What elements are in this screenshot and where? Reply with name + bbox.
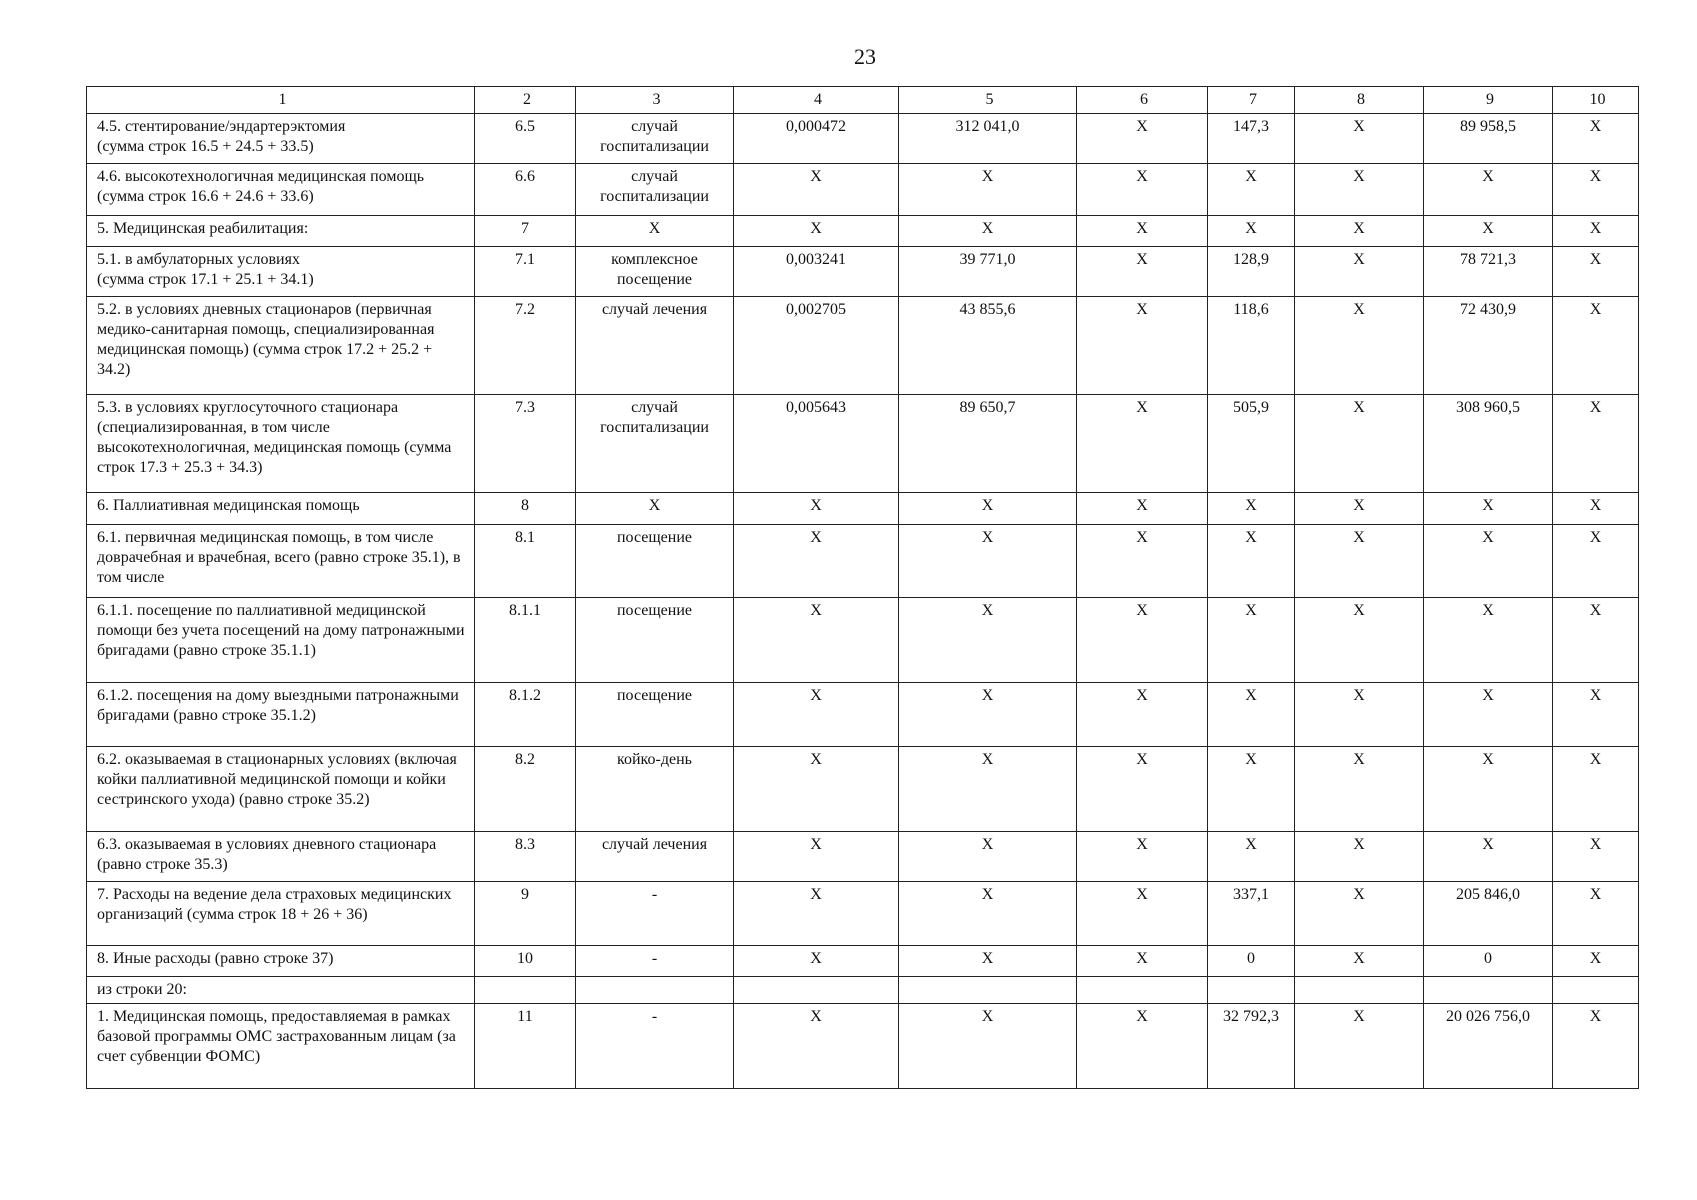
row-value-cell-col-4: 0,000472 xyxy=(734,114,899,164)
row-value-cell-col-6: X xyxy=(1077,247,1208,297)
row-value-cell-col-4: X xyxy=(734,493,899,525)
row-value-cell-col-10: X xyxy=(1553,216,1639,247)
row-label-cell: 1. Медицинская помощь, предоставляемая в рамках базовой программы ОМС застрахованным лицам (за счет субвенции ФОМС) xyxy=(87,1004,475,1089)
row-label-cell: 4.5. стентирование/эндартерэктомия (сумма строк 16.5 + 24.5 + 33.5) xyxy=(87,114,475,164)
row-value-cell-col-3: случай госпитализации xyxy=(576,114,734,164)
row-value-cell-col-8: X xyxy=(1295,1004,1424,1089)
row-value-cell-col-4: X xyxy=(734,747,899,832)
row-label-cell: из строки 20: xyxy=(87,977,475,1004)
row-value-cell-col-2: 8.1 xyxy=(475,525,576,598)
row-value-cell-col-4: 0,003241 xyxy=(734,247,899,297)
row-label-cell: 5.2. в условиях дневных стационаров (первичная медико-санитарная помощь, специализированная медицинская помощь) (сумма строк 17.2 + 25.2 + 34.2) xyxy=(87,297,475,395)
row-value-cell-col-7: 118,6 xyxy=(1208,297,1295,395)
row-value-cell-col-8: X xyxy=(1295,247,1424,297)
header-cell-6: 6 xyxy=(1077,87,1208,114)
row-value-cell-col-9 xyxy=(1424,977,1553,1004)
table-row xyxy=(87,598,1639,683)
row-value-cell-col-3: комплексное посещение xyxy=(576,247,734,297)
row-value-cell-col-3: X xyxy=(576,493,734,525)
table-row xyxy=(87,525,1639,598)
row-value-cell-col-10: X xyxy=(1553,247,1639,297)
row-value-cell-col-9: X xyxy=(1424,164,1553,216)
row-value-cell-col-5 xyxy=(899,977,1077,1004)
row-value-cell-col-4: X xyxy=(734,1004,899,1089)
row-value-cell-col-3: - xyxy=(576,946,734,977)
row-value-cell-col-2: 9 xyxy=(475,882,576,946)
table-row xyxy=(87,297,1639,395)
row-value-cell-col-10: X xyxy=(1553,493,1639,525)
row-value-cell-col-10: X xyxy=(1553,747,1639,832)
row-label-cell: 6.3. оказываемая в условиях дневного стационара (равно строке 35.3) xyxy=(87,832,475,882)
row-value-cell-col-3 xyxy=(576,977,734,1004)
row-value-cell-col-2: 6.6 xyxy=(475,164,576,216)
row-value-cell-col-9: X xyxy=(1424,683,1553,747)
row-value-cell-col-9: 205 846,0 xyxy=(1424,882,1553,946)
row-value-cell-col-6 xyxy=(1077,977,1208,1004)
table-body xyxy=(87,114,1639,1089)
header-row xyxy=(87,87,1639,114)
row-value-cell-col-6: X xyxy=(1077,114,1208,164)
row-value-cell-col-4: X xyxy=(734,683,899,747)
row-value-cell-col-5: X xyxy=(899,683,1077,747)
row-value-cell-col-10: X xyxy=(1553,882,1639,946)
row-value-cell-col-5: 89 650,7 xyxy=(899,395,1077,493)
header-cell-7: 7 xyxy=(1208,87,1295,114)
row-value-cell-col-9: 0 xyxy=(1424,946,1553,977)
row-value-cell-col-8: X xyxy=(1295,216,1424,247)
row-value-cell-col-7: 0 xyxy=(1208,946,1295,977)
row-value-cell-col-2: 8.3 xyxy=(475,832,576,882)
row-value-cell-col-4: X xyxy=(734,216,899,247)
row-value-cell-col-8: X xyxy=(1295,493,1424,525)
row-value-cell-col-9: X xyxy=(1424,832,1553,882)
row-value-cell-col-10: X xyxy=(1553,683,1639,747)
row-value-cell-col-5: X xyxy=(899,216,1077,247)
row-value-cell-col-3: - xyxy=(576,882,734,946)
row-value-cell-col-6: X xyxy=(1077,216,1208,247)
row-value-cell-col-3: койко-день xyxy=(576,747,734,832)
row-value-cell-col-10: X xyxy=(1553,598,1639,683)
row-value-cell-col-8: X xyxy=(1295,297,1424,395)
row-value-cell-col-3: посещение xyxy=(576,683,734,747)
header-cell-3: 3 xyxy=(576,87,734,114)
row-value-cell-col-6: X xyxy=(1077,395,1208,493)
row-label-cell: 6.2. оказываемая в стационарных условиях (включая койки паллиативной медицинской помощи и койки сестринского ухода) (равно строке 35.2) xyxy=(87,747,475,832)
row-value-cell-col-4 xyxy=(734,977,899,1004)
row-label-cell: 6. Паллиативная медицинская помощь xyxy=(87,493,475,525)
row-value-cell-col-2: 8.2 xyxy=(475,747,576,832)
row-value-cell-col-8: X xyxy=(1295,164,1424,216)
row-value-cell-col-8: X xyxy=(1295,114,1424,164)
row-value-cell-col-6: X xyxy=(1077,164,1208,216)
header-cell-10: 10 xyxy=(1553,87,1639,114)
table-row xyxy=(87,247,1639,297)
row-value-cell-col-6: X xyxy=(1077,525,1208,598)
data-table xyxy=(86,86,1639,1089)
row-value-cell-col-5: X xyxy=(899,493,1077,525)
row-value-cell-col-8: X xyxy=(1295,946,1424,977)
row-value-cell-col-9: 78 721,3 xyxy=(1424,247,1553,297)
row-value-cell-col-10: X xyxy=(1553,1004,1639,1089)
header-cell-9: 9 xyxy=(1424,87,1553,114)
row-value-cell-col-2: 10 xyxy=(475,946,576,977)
row-value-cell-col-2: 6.5 xyxy=(475,114,576,164)
row-value-cell-col-5: X xyxy=(899,946,1077,977)
row-value-cell-col-10: X xyxy=(1553,946,1639,977)
row-value-cell-col-7: X xyxy=(1208,525,1295,598)
row-value-cell-col-8: X xyxy=(1295,683,1424,747)
row-value-cell-col-9: 308 960,5 xyxy=(1424,395,1553,493)
row-value-cell-col-9: 72 430,9 xyxy=(1424,297,1553,395)
row-value-cell-col-8: X xyxy=(1295,395,1424,493)
row-value-cell-col-4: X xyxy=(734,598,899,683)
header-cell-2: 2 xyxy=(475,87,576,114)
row-value-cell-col-5: X xyxy=(899,164,1077,216)
header-cell-1: 1 xyxy=(87,87,475,114)
row-value-cell-col-4: 0,002705 xyxy=(734,297,899,395)
row-value-cell-col-2: 7.3 xyxy=(475,395,576,493)
row-value-cell-col-5: 312 041,0 xyxy=(899,114,1077,164)
row-value-cell-col-9: X xyxy=(1424,747,1553,832)
table-row xyxy=(87,216,1639,247)
row-label-cell: 5.1. в амбулаторных условиях (сумма строк 17.1 + 25.1 + 34.1) xyxy=(87,247,475,297)
row-value-cell-col-4: X xyxy=(734,832,899,882)
row-value-cell-col-7: X xyxy=(1208,216,1295,247)
row-value-cell-col-7: X xyxy=(1208,164,1295,216)
row-value-cell-col-4: X xyxy=(734,882,899,946)
row-value-cell-col-3: случай госпитализации xyxy=(576,395,734,493)
row-value-cell-col-8 xyxy=(1295,977,1424,1004)
row-value-cell-col-3: X xyxy=(576,216,734,247)
row-value-cell-col-10: X xyxy=(1553,395,1639,493)
row-value-cell-col-7: 505,9 xyxy=(1208,395,1295,493)
row-value-cell-col-9: X xyxy=(1424,598,1553,683)
table-row xyxy=(87,395,1639,493)
header-cell-8: 8 xyxy=(1295,87,1424,114)
row-value-cell-col-7: X xyxy=(1208,493,1295,525)
row-value-cell-col-6: X xyxy=(1077,493,1208,525)
row-value-cell-col-6: X xyxy=(1077,747,1208,832)
table-row xyxy=(87,114,1639,164)
table-row xyxy=(87,164,1639,216)
page-number: 23 xyxy=(854,44,876,69)
row-label-cell: 6.1.1. посещение по паллиативной медицинской помощи без учета посещений на дому патронажными бригадами (равно строке 35.1.1) xyxy=(87,598,475,683)
row-value-cell-col-2: 8 xyxy=(475,493,576,525)
row-label-cell: 8. Иные расходы (равно строке 37) xyxy=(87,946,475,977)
table-row xyxy=(87,977,1639,1004)
row-value-cell-col-7: 147,3 xyxy=(1208,114,1295,164)
row-value-cell-col-5: X xyxy=(899,747,1077,832)
row-value-cell-col-5: X xyxy=(899,882,1077,946)
row-value-cell-col-3: случай лечения xyxy=(576,832,734,882)
row-value-cell-col-7: X xyxy=(1208,747,1295,832)
row-value-cell-col-5: X xyxy=(899,598,1077,683)
row-value-cell-col-2: 11 xyxy=(475,1004,576,1089)
table-row xyxy=(87,882,1639,946)
table-row xyxy=(87,493,1639,525)
row-label-cell: 6.1. первичная медицинская помощь, в том числе доврачебная и врачебная, всего (равно строке 35.1), в том числе xyxy=(87,525,475,598)
row-value-cell-col-7: 128,9 xyxy=(1208,247,1295,297)
row-value-cell-col-9: X xyxy=(1424,216,1553,247)
row-value-cell-col-6: X xyxy=(1077,946,1208,977)
row-value-cell-col-8: X xyxy=(1295,598,1424,683)
row-value-cell-col-2: 8.1.2 xyxy=(475,683,576,747)
row-value-cell-col-10: X xyxy=(1553,297,1639,395)
row-value-cell-col-2: 7.2 xyxy=(475,297,576,395)
row-value-cell-col-7: X xyxy=(1208,683,1295,747)
row-value-cell-col-10 xyxy=(1553,977,1639,1004)
row-value-cell-col-2 xyxy=(475,977,576,1004)
row-label-cell: 4.6. высокотехнологичная медицинская помощь (сумма строк 16.6 + 24.6 + 33.6) xyxy=(87,164,475,216)
row-value-cell-col-4: X xyxy=(734,946,899,977)
row-value-cell-col-3: случай госпитализации xyxy=(576,164,734,216)
table-row xyxy=(87,683,1639,747)
table-row xyxy=(87,1004,1639,1089)
table-header xyxy=(87,87,1639,114)
row-value-cell-col-6: X xyxy=(1077,598,1208,683)
row-value-cell-col-4: X xyxy=(734,525,899,598)
row-value-cell-col-7 xyxy=(1208,977,1295,1004)
row-value-cell-col-5: 39 771,0 xyxy=(899,247,1077,297)
row-value-cell-col-7: 32 792,3 xyxy=(1208,1004,1295,1089)
row-value-cell-col-8: X xyxy=(1295,882,1424,946)
row-value-cell-col-10: X xyxy=(1553,164,1639,216)
row-value-cell-col-2: 7.1 xyxy=(475,247,576,297)
row-value-cell-col-6: X xyxy=(1077,1004,1208,1089)
row-value-cell-col-9: 20 026 756,0 xyxy=(1424,1004,1553,1089)
row-label-cell: 7. Расходы на ведение дела страховых медицинских организаций (сумма строк 18 + 26 + 36) xyxy=(87,882,475,946)
row-value-cell-col-6: X xyxy=(1077,882,1208,946)
row-value-cell-col-10: X xyxy=(1553,114,1639,164)
row-value-cell-col-6: X xyxy=(1077,832,1208,882)
header-cell-4: 4 xyxy=(734,87,899,114)
row-value-cell-col-4: X xyxy=(734,164,899,216)
row-value-cell-col-5: X xyxy=(899,1004,1077,1089)
row-value-cell-col-7: X xyxy=(1208,832,1295,882)
row-value-cell-col-6: X xyxy=(1077,683,1208,747)
row-value-cell-col-7: X xyxy=(1208,598,1295,683)
header-cell-5: 5 xyxy=(899,87,1077,114)
row-value-cell-col-9: 89 958,5 xyxy=(1424,114,1553,164)
row-value-cell-col-4: 0,005643 xyxy=(734,395,899,493)
table-row xyxy=(87,832,1639,882)
row-value-cell-col-3: посещение xyxy=(576,525,734,598)
row-value-cell-col-9: X xyxy=(1424,493,1553,525)
row-value-cell-col-5: X xyxy=(899,525,1077,598)
row-label-cell: 5.3. в условиях круглосуточного стационара (специализированная, в том числе высокотехнологичная, медицинская помощь (сумма строк 17.3 + 25.3 + 34.3) xyxy=(87,395,475,493)
row-value-cell-col-5: X xyxy=(899,832,1077,882)
row-value-cell-col-7: 337,1 xyxy=(1208,882,1295,946)
row-value-cell-col-8: X xyxy=(1295,832,1424,882)
row-value-cell-col-6: X xyxy=(1077,297,1208,395)
row-label-cell: 6.1.2. посещения на дому выездными патронажными бригадами (равно строке 35.1.2) xyxy=(87,683,475,747)
row-value-cell-col-10: X xyxy=(1553,832,1639,882)
row-value-cell-col-2: 8.1.1 xyxy=(475,598,576,683)
row-value-cell-col-2: 7 xyxy=(475,216,576,247)
row-value-cell-col-9: X xyxy=(1424,525,1553,598)
table-row xyxy=(87,946,1639,977)
row-value-cell-col-5: 43 855,6 xyxy=(899,297,1077,395)
row-value-cell-col-8: X xyxy=(1295,525,1424,598)
row-value-cell-col-10: X xyxy=(1553,525,1639,598)
row-value-cell-col-3: случай лечения xyxy=(576,297,734,395)
row-value-cell-col-3: посещение xyxy=(576,598,734,683)
row-value-cell-col-8: X xyxy=(1295,747,1424,832)
table-row xyxy=(87,747,1639,832)
row-value-cell-col-3: - xyxy=(576,1004,734,1089)
row-label-cell: 5. Медицинская реабилитация: xyxy=(87,216,475,247)
